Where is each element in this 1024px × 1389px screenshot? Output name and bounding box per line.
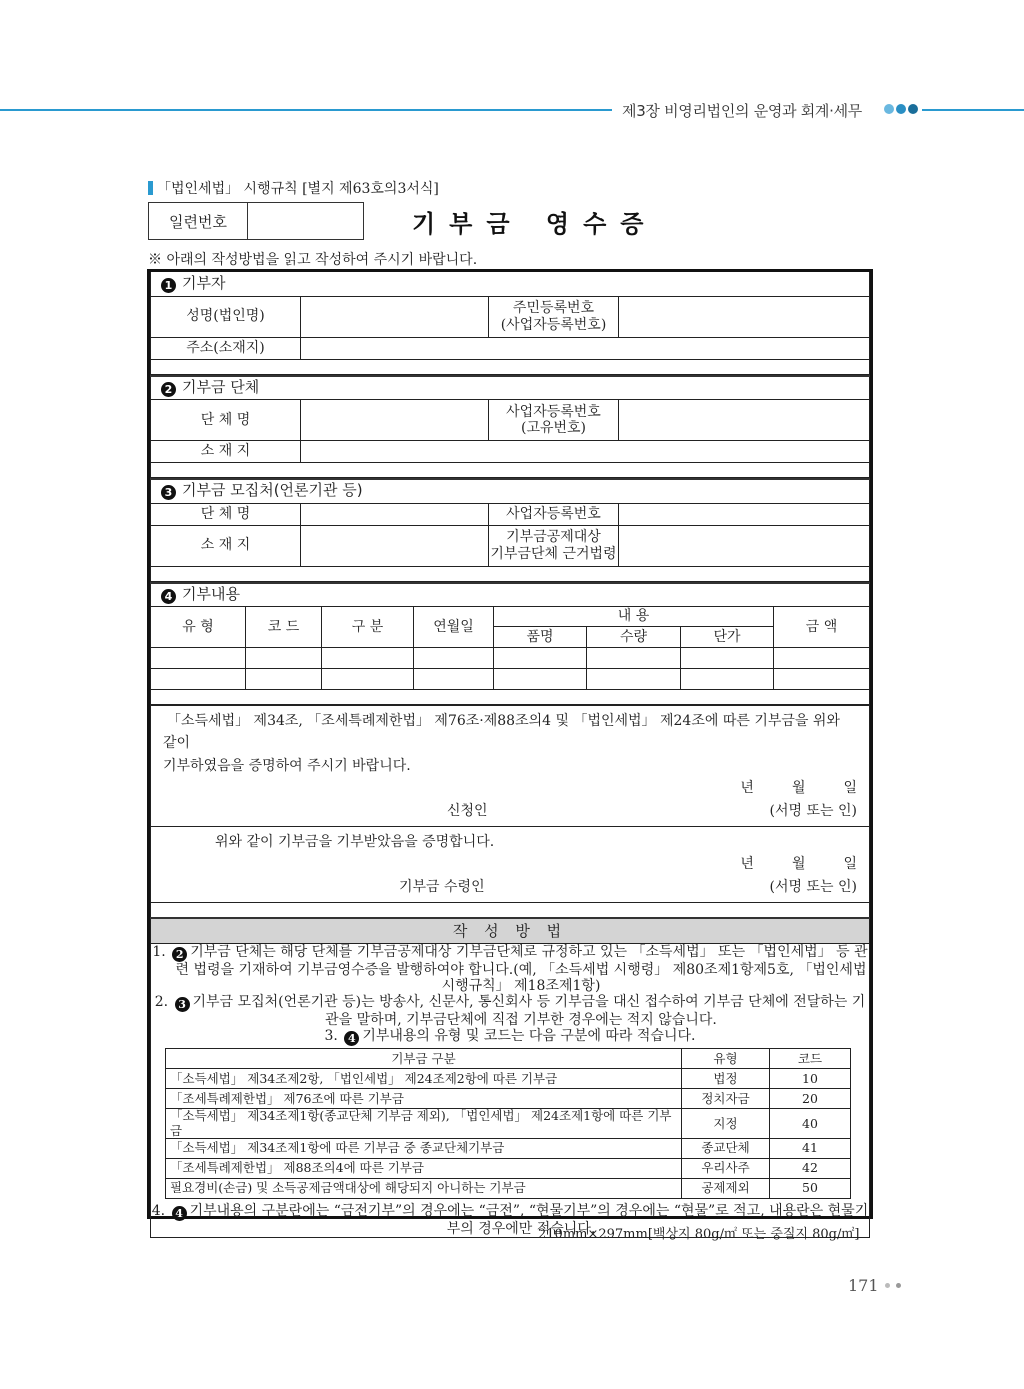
cell[interactable] [681, 669, 774, 690]
header-category: 기부금 구분 [166, 1049, 682, 1069]
notice-text: ※ 아래의 작성방법을 읽고 작성하여 주시기 바랍니다. [148, 252, 478, 268]
table-row [166, 1089, 851, 1109]
col-unit-price: 단가 [681, 627, 774, 648]
section-organization [150, 375, 870, 479]
document-title: 기부금 영수증 [412, 210, 658, 238]
collector-location-label: 소 재 지 [151, 525, 301, 566]
cell: 정치자금 [682, 1089, 770, 1109]
section-collector-header [151, 479, 870, 503]
item-number: 3. [324, 1028, 338, 1045]
circled-number-icon: 4 [161, 589, 176, 604]
circled-number-icon: 2 [161, 382, 176, 397]
section-title: 기부내용 [182, 584, 240, 603]
section-details-header [151, 583, 870, 607]
cell[interactable] [774, 648, 870, 669]
instruction-item [151, 994, 869, 1028]
donor-name-field[interactable] [301, 296, 489, 337]
label-line: 사업자등록번호 [506, 403, 601, 420]
instruction-text: 기부금 모집처(언론기관 등)는 방송사, 신문사, 통신회사 등 기부금을 대신 접수하여 기부금 단체에 전달하는 기관을 말하며, 기부금단체에 직접 기부한 경우에는 적지 않습니다. [192, 994, 866, 1029]
cell: 종교단체 [682, 1139, 770, 1159]
code-table [165, 1048, 851, 1199]
cell: 41 [770, 1139, 851, 1159]
header-rule-right [922, 109, 1024, 111]
circled-number-icon: 3 [161, 485, 176, 500]
serial-number-label: 일련번호 [149, 203, 248, 239]
collector-name-field[interactable] [301, 503, 489, 525]
recipient-label[interactable]: 기부금 수령인 [399, 878, 485, 895]
cell: 20 [770, 1089, 851, 1109]
cell[interactable] [151, 669, 246, 690]
cell: 50 [770, 1179, 851, 1199]
circled-number-icon: 4 [344, 1031, 359, 1046]
cell: 40 [770, 1109, 851, 1139]
caption-bar-icon [148, 181, 153, 195]
dot-icon [908, 104, 918, 114]
section-title: 기부금 단체 [182, 377, 260, 396]
item-number: 2. [154, 994, 169, 1011]
cell: 「소득세법」 제34조제1항(종교단체 기부금 제외), 「법인세법」 제24조제1항에 따른 기부금 [166, 1109, 682, 1139]
label-line: 기부금공제대상 [506, 529, 601, 546]
cell[interactable] [151, 648, 246, 669]
day-label: 일 [843, 780, 857, 797]
page-number [848, 1276, 901, 1295]
declaration-text: 「소득세법」 제34조, 「조세특례제한법」 제76조·제88조의4 및 「법인세법」 제24조에 따른 기부금을 위와 같이 [163, 713, 840, 752]
cell[interactable] [322, 669, 414, 690]
table-row [166, 1179, 851, 1199]
dot-icon [884, 104, 894, 114]
signature-label: (서명 또는 인) [769, 802, 857, 819]
cell[interactable] [414, 669, 494, 690]
chapter-title: 제3장 비영리법인의 운영과 회계·세무 [622, 102, 862, 120]
spacer-row [151, 359, 870, 374]
collector-reg-field[interactable] [619, 503, 870, 525]
cell[interactable] [587, 669, 681, 690]
label-line: 주민등록번호 [512, 300, 595, 317]
form-caption [148, 178, 439, 198]
cell[interactable] [774, 669, 870, 690]
section-donor [150, 272, 870, 375]
date-line [163, 777, 857, 799]
circled-number-icon: 4 [172, 1206, 187, 1221]
receipt-cell [151, 826, 870, 902]
collector-basis-field[interactable] [619, 525, 870, 566]
section-title: 기부금 모집처(언론기관 등) [182, 481, 363, 500]
table-row [151, 648, 870, 669]
cell: 10 [770, 1069, 851, 1089]
instruction-item [151, 944, 869, 994]
year-label: 년 [740, 856, 754, 873]
org-reg-field[interactable] [619, 400, 870, 441]
dot-icon [896, 104, 906, 114]
spacer-row [151, 690, 870, 705]
year-label: 년 [740, 780, 754, 797]
item-number: 4. [151, 1203, 166, 1220]
donor-id-field[interactable] [619, 296, 870, 337]
cell[interactable] [681, 648, 774, 669]
signature-label: (서명 또는 인) [769, 878, 857, 895]
table-row [166, 1069, 851, 1089]
cell: 「조세특례제한법」 제76조에 따른 기부금 [166, 1089, 682, 1109]
col-type: 유 형 [151, 607, 246, 648]
day-label: 일 [843, 856, 857, 873]
org-name-field[interactable] [301, 400, 489, 441]
cell: 「소득세법」 제34조제2항, 「법인세법」 제24조제2항에 따른 기부금 [166, 1069, 682, 1089]
donor-id-label [489, 296, 619, 337]
section-collector [150, 478, 870, 582]
table-row [166, 1139, 851, 1159]
instruction-text: 기부금 단체는 해당 단체를 기부금공제대상 기부금단체로 규정하고 있는 「소득세법」 또는 「법인세법」 등 관련 법령을 기재하여 기부금영수증을 발행하여야 합니다.(예, 「소득세법 시행령」 제80조제1항제5호, 「법인세법 시행규칙」 제18조제1항) [175, 944, 868, 995]
circled-number-icon: 3 [175, 997, 190, 1012]
col-quantity: 수량 [587, 627, 681, 648]
month-label: 월 [791, 780, 806, 797]
month-label: 월 [791, 856, 806, 873]
spacer-row [151, 463, 870, 478]
collector-location-field[interactable] [301, 525, 489, 566]
cell: 법정 [682, 1069, 770, 1089]
item-number: 1. [152, 944, 166, 961]
declaration-text: 기부하였음을 증명하여 주시기 바랍니다. [163, 757, 411, 774]
form-caption-text: 「법인세법」 시행규칙 [별지 제63호의3서식] [157, 181, 439, 197]
cell[interactable] [414, 648, 494, 669]
col-amount: 금 액 [774, 607, 870, 648]
org-location-field[interactable] [301, 441, 870, 463]
header-code: 코드 [770, 1049, 851, 1069]
circled-number-icon: 1 [161, 278, 176, 293]
dot-icon [896, 1283, 901, 1288]
instruction-item [151, 1028, 869, 1046]
spacer-row [151, 903, 870, 919]
paper-size-note: 210mm×297mm[백상지 80g/㎡ 또는 중질지 80g/㎡] [538, 1227, 860, 1242]
recipient-line [163, 876, 857, 898]
section-donation-details [150, 582, 870, 706]
col-content: 내 용 [494, 607, 774, 627]
instruction-text: 기부내용의 유형 및 코드는 다음 구분에 따라 적습니다. [362, 1028, 696, 1045]
label-line: (사업자등록번호) [500, 316, 607, 333]
running-header [0, 100, 1024, 120]
cell[interactable] [246, 669, 322, 690]
cell: 「조세특례제한법」 제88조의4에 따른 기부금 [166, 1159, 682, 1179]
section-organization-header [151, 376, 870, 400]
cell[interactable] [494, 648, 587, 669]
col-category: 구 분 [322, 607, 414, 648]
declaration-block [150, 705, 870, 1238]
org-location-label: 소 재 지 [151, 441, 301, 463]
collector-name-label: 단 체 명 [151, 503, 301, 525]
instruction-text: 기부내용의 구분란에는 “금전기부”의 경우에는 “금전”, “현물기부”의 경우에는 “현물”로 적고, 내용란은 현물기부의 경우에만 적습니다. [189, 1203, 869, 1238]
serial-number-box [148, 202, 364, 240]
header-rule-left [0, 109, 612, 111]
collector-basis-label [489, 525, 619, 566]
cell: 「소득세법」 제34조제1항에 따른 기부금 중 종교단체기부금 [166, 1139, 682, 1159]
applicant-line [163, 800, 857, 822]
declaration-cell [151, 706, 870, 827]
org-name-label: 단 체 명 [151, 400, 301, 441]
cell[interactable] [322, 648, 414, 669]
dot-icon [885, 1283, 890, 1288]
receipt-text: 위와 같이 기부금을 기부받았음을 증명합니다. [215, 833, 495, 850]
col-date: 연월일 [414, 607, 494, 648]
circled-number-icon: 2 [172, 947, 187, 962]
table-row [166, 1159, 851, 1179]
table-row [151, 669, 870, 690]
org-reg-label [489, 400, 619, 441]
cell: 42 [770, 1159, 851, 1179]
code-table-header [166, 1049, 851, 1069]
cell[interactable] [587, 648, 681, 669]
col-item: 품명 [494, 627, 587, 648]
donor-name-label: 성명(법인명) [151, 296, 301, 337]
label-line: 기부금단체 근거법령 [490, 545, 617, 562]
table-row [166, 1109, 851, 1139]
cell: 필요경비(손금) 및 소득공제금액대상에 해당되지 아니하는 기부금 [166, 1179, 682, 1199]
header-type: 유형 [682, 1049, 770, 1069]
serial-number-field[interactable] [248, 203, 363, 239]
donor-address-field[interactable] [301, 337, 870, 359]
donor-address-label: 주소(소재지) [151, 337, 301, 359]
collector-reg-label: 사업자등록번호 [489, 503, 619, 525]
applicant-label[interactable]: 신청인 [447, 802, 488, 819]
section-donor-header [151, 272, 870, 296]
instructions-body [151, 944, 870, 1238]
cell: 지정 [682, 1109, 770, 1139]
cell[interactable] [246, 648, 322, 669]
cell: 우리사주 [682, 1159, 770, 1179]
cell[interactable] [494, 669, 587, 690]
spacer-row [151, 566, 870, 581]
instructions-title: 작 성 방 법 [151, 918, 870, 944]
date-line [163, 853, 857, 875]
col-code: 코 드 [246, 607, 322, 648]
page-number-text: 171 [848, 1276, 879, 1295]
section-title: 기부자 [182, 273, 226, 292]
label-line: (고유번호) [520, 420, 587, 436]
header-dots-icon [884, 104, 918, 114]
cell: 공제제외 [682, 1179, 770, 1199]
